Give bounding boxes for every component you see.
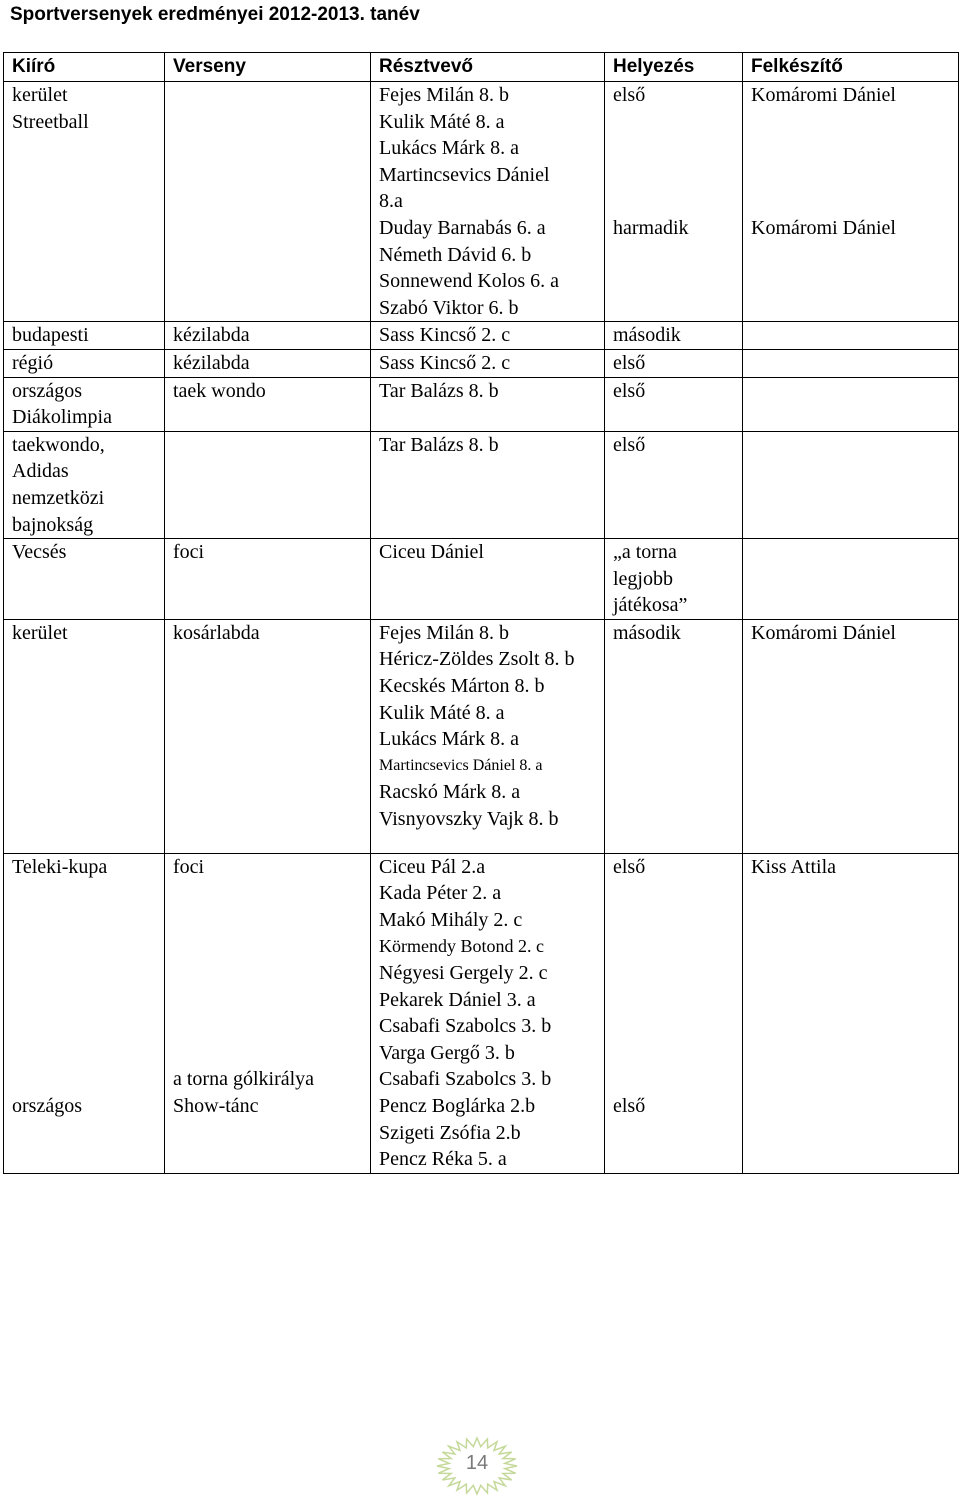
kosar-felkeszito: Komáromi Dániel [743, 619, 959, 853]
show-felkeszito [743, 1093, 959, 1173]
header-felkeszito: Felkészítő [743, 53, 959, 82]
table-row [4, 82, 959, 215]
budapesti-verseny: kézilabda [165, 322, 371, 350]
orszagos-verseny: taek wondo [165, 377, 371, 431]
regio-resztvevo: Sass Kincső 2. c [371, 349, 605, 377]
results-table [3, 52, 959, 1174]
adidas-resztvevo: Tar Balázs 8. b [371, 431, 605, 538]
vecses-helyezes: „a torna legjobb játékosa” [605, 539, 743, 620]
streetball-team1-place: első [605, 82, 743, 215]
orszagos-helyezes: első [605, 377, 743, 431]
show-verseny: Show-tánc [165, 1093, 371, 1173]
adidas-verseny [165, 431, 371, 538]
header-resztvevo: Résztvevő [371, 53, 605, 82]
teleki-felkeszito: Kiss Attila [743, 853, 959, 1066]
table-row [4, 619, 959, 853]
table-row [4, 322, 959, 350]
show-helyezes: első [605, 1093, 743, 1173]
vecses-resztvevo: Ciceu Dániel [371, 539, 605, 620]
vecses-kiiro: Vecsés [4, 539, 165, 620]
orszagos-kiiro: országos Diákolimpia [4, 377, 165, 431]
regio-kiiro: régió [4, 349, 165, 377]
header-verseny: Verseny [165, 53, 371, 82]
table-row [4, 539, 959, 620]
streetball-team2: Duday Barnabás 6. a Németh Dávid 6. b Sonnewend Kolos 6. a Szabó Viktor 6. b [371, 215, 605, 322]
teleki-golkiraly-name: Csabafi Szabolcs 3. b [371, 1066, 605, 1093]
regio-verseny: kézilabda [165, 349, 371, 377]
table-row [4, 377, 959, 431]
streetball-team2-coach: Komáromi Dániel [743, 215, 959, 322]
kosar-helyezes: második [605, 619, 743, 853]
streetball-verseny [165, 82, 371, 322]
budapesti-helyezes: második [605, 322, 743, 350]
regio-helyezes: első [605, 349, 743, 377]
budapesti-felkeszito [743, 322, 959, 350]
budapesti-kiiro: budapesti [4, 322, 165, 350]
table-row [4, 349, 959, 377]
table-row [4, 1066, 959, 1093]
kosar-verseny: kosárlabda [165, 619, 371, 853]
streetball-kiiro: kerület Streetball [4, 82, 165, 322]
orszagos-resztvevo: Tar Balázs 8. b [371, 377, 605, 431]
page-title: Sportversenyek eredményei 2012-2013. tanév [10, 4, 420, 25]
page-number: 14 [465, 1452, 489, 1474]
adidas-helyezes: első [605, 431, 743, 538]
regio-felkeszito [743, 349, 959, 377]
teleki-resztvevo: Ciceu Pál 2.a Kada Péter 2. a Makó Mihály 2. c Körmendy Botond 2. c Négyesi Gergely 2. c Pekarek Dániel 3. a Csabafi Szabolcs 3. b Varga Gergő 3. b [371, 853, 605, 1066]
teleki-verseny: foci [165, 853, 371, 1066]
budapesti-resztvevo: Sass Kincső 2. c [371, 322, 605, 350]
streetball-team2-place: harmadik [605, 215, 743, 322]
show-resztvevo: Pencz Boglárka 2.b Szigeti Zsófia 2.b Pencz Réka 5. a [371, 1093, 605, 1173]
kosar-resztvevo: Fejes Milán 8. b Héricz-Zöldes Zsolt 8. b Kecskés Márton 8. b Kulik Máté 8. a Lukács Márk 8. a Martincsevics Dániel 8. a Racskó Márk 8. a Visnyovszky Vajk 8. b [371, 619, 605, 853]
streetball-team1-coach: Komáromi Dániel [743, 82, 959, 215]
header-helyezes: Helyezés [605, 53, 743, 82]
teleki-golkiraly-label: a torna gólkirálya [165, 1066, 371, 1093]
teleki-kiiro: Teleki-kupa [4, 853, 165, 1066]
table-header-row [4, 53, 959, 82]
vecses-verseny: foci [165, 539, 371, 620]
vecses-felkeszito [743, 539, 959, 620]
adidas-kiiro: taekwondo, Adidas nemzetközi bajnokság [4, 431, 165, 538]
orszagos-felkeszito [743, 377, 959, 431]
header-kiiro: Kiíró [4, 53, 165, 82]
streetball-team1: Fejes Milán 8. b Kulik Máté 8. a Lukács Márk 8. a Martincsevics Dániel 8.a [371, 82, 605, 215]
kosar-kiiro: kerület [4, 619, 165, 853]
adidas-felkeszito [743, 431, 959, 538]
table-row [4, 431, 959, 538]
page-number-badge [428, 1430, 526, 1502]
teleki-helyezes: első [605, 853, 743, 1066]
table-row [4, 1093, 959, 1173]
table-row [4, 853, 959, 1066]
show-kiiro: országos [4, 1093, 165, 1173]
